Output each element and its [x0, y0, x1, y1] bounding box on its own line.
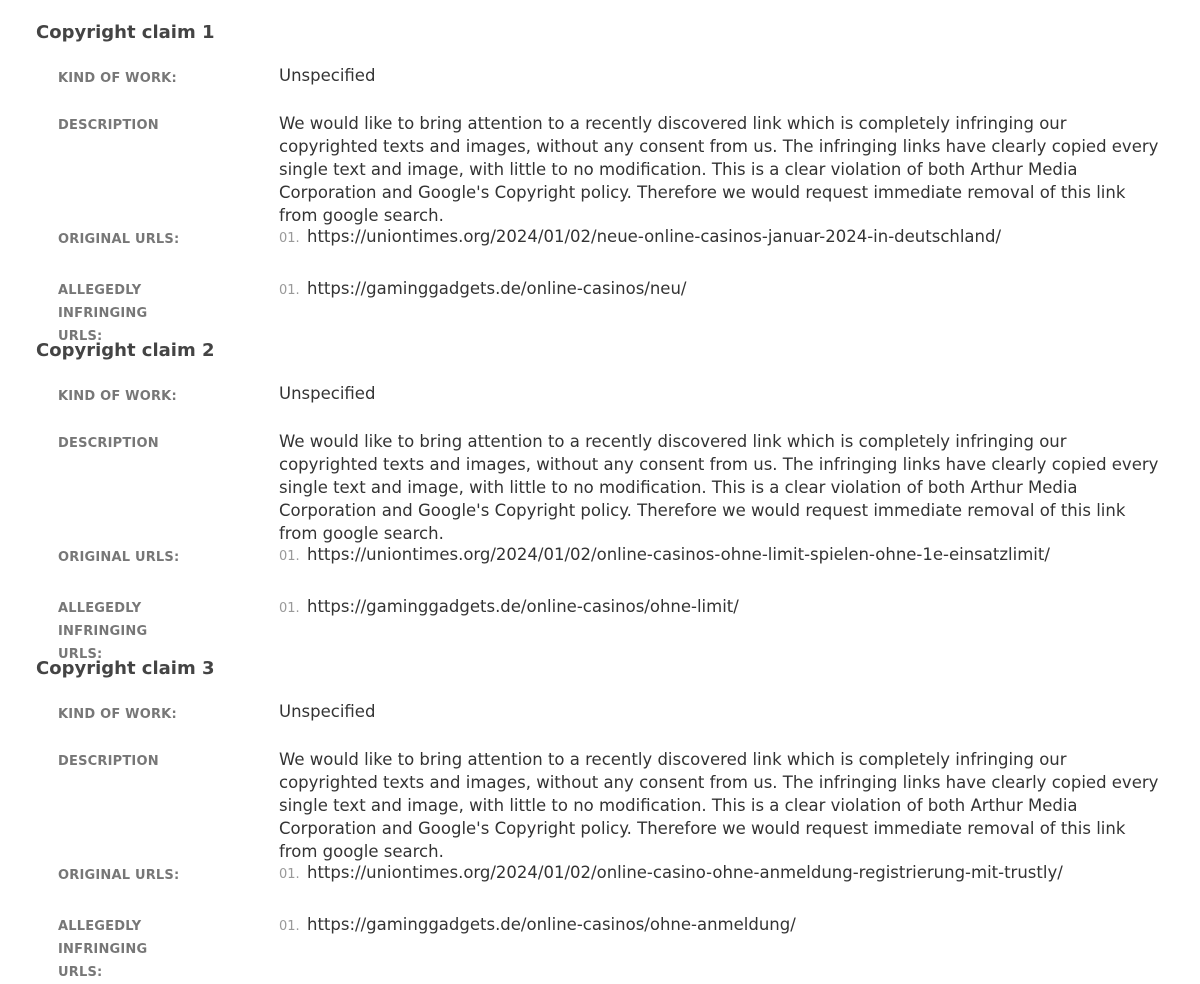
kind-of-work-label: KIND OF WORK: — [58, 707, 177, 722]
url-index: 01. — [279, 601, 300, 616]
kind-of-work-label: KIND OF WORK: — [58, 389, 177, 404]
infringing-urls-label-line2: URLS: — [58, 329, 103, 344]
original-url-link[interactable]: https://uniontimes.org/2024/01/02/online-casinos-ohne-limit-spielen-ohne-1e-einsatzlimit/ — [307, 545, 1050, 564]
url-index: 01. — [279, 231, 300, 246]
infringing-urls-label — [58, 915, 228, 984]
infringing-urls-label-line2: URLS: — [58, 647, 103, 662]
infringing-url-link[interactable]: https://gaminggadgets.de/online-casinos/neu/ — [307, 279, 687, 298]
copyright-claim — [36, 338, 1200, 662]
original-urls-label: ORIGINAL URLS: — [58, 868, 180, 883]
original-url-item — [279, 861, 1169, 886]
infringing-url-link[interactable]: https://gaminggadgets.de/online-casinos/ohne-anmeldung/ — [307, 915, 796, 934]
original-url-link[interactable]: https://uniontimes.org/2024/01/02/neue-online-casinos-januar-2024-in-deutschland/ — [307, 227, 1002, 246]
original-urls-label: ORIGINAL URLS: — [58, 232, 180, 247]
infringing-urls-label-line2: URLS: — [58, 965, 103, 980]
description-text: We would like to bring attention to a recently discovered link which is completely infringing our copyrighted texts and images, without any consent from us. The infringing links have clearly copied every single text and image, with little to no modification. This is a clear violation of both Arthur Media Corporation and Google's Copyright policy. Therefore we would request immediate removal of this link from google search. — [279, 750, 1159, 861]
infringing-url-item — [279, 595, 1169, 620]
url-index: 01. — [279, 867, 300, 882]
url-index: 01. — [279, 283, 300, 298]
copyright-claim — [36, 656, 1200, 980]
infringing-urls-label-line1: ALLEGEDLY INFRINGING — [58, 601, 148, 639]
claim-title: Copyright claim 3 — [36, 658, 215, 679]
original-url-item — [279, 543, 1169, 568]
infringing-url-item — [279, 277, 1169, 302]
description-label: DESCRIPTION — [58, 436, 159, 451]
original-url-item — [279, 225, 1169, 250]
infringing-url-item — [279, 913, 1169, 938]
kind-of-work-value: Unspecified — [279, 66, 376, 85]
infringing-urls-label-line1: ALLEGEDLY INFRINGING — [58, 283, 148, 321]
original-url-link[interactable]: https://uniontimes.org/2024/01/02/online-casino-ohne-anmeldung-registrierung-mit-trustly/ — [307, 863, 1063, 882]
url-index: 01. — [279, 919, 300, 934]
kind-of-work-value: Unspecified — [279, 384, 376, 403]
description-label: DESCRIPTION — [58, 754, 159, 769]
claim-title: Copyright claim 1 — [36, 22, 215, 43]
claim-title: Copyright claim 2 — [36, 340, 215, 361]
url-index: 01. — [279, 549, 300, 564]
original-urls-label: ORIGINAL URLS: — [58, 550, 180, 565]
description-text: We would like to bring attention to a recently discovered link which is completely infringing our copyrighted texts and images, without any consent from us. The infringing links have clearly copied every single text and image, with little to no modification. This is a clear violation of both Arthur Media Corporation and Google's Copyright policy. Therefore we would request immediate removal of this link from google search. — [279, 432, 1159, 543]
kind-of-work-label: KIND OF WORK: — [58, 71, 177, 86]
infringing-urls-label-line1: ALLEGEDLY INFRINGING — [58, 919, 148, 957]
kind-of-work-value: Unspecified — [279, 702, 376, 721]
description-label: DESCRIPTION — [58, 118, 159, 133]
copyright-claim — [36, 20, 1200, 344]
description-text: We would like to bring attention to a recently discovered link which is completely infringing our copyrighted texts and images, without any consent from us. The infringing links have clearly copied every single text and image, with little to no modification. This is a clear violation of both Arthur Media Corporation and Google's Copyright policy. Therefore we would request immediate removal of this link from google search. — [279, 114, 1159, 225]
infringing-url-link[interactable]: https://gaminggadgets.de/online-casinos/ohne-limit/ — [307, 597, 739, 616]
